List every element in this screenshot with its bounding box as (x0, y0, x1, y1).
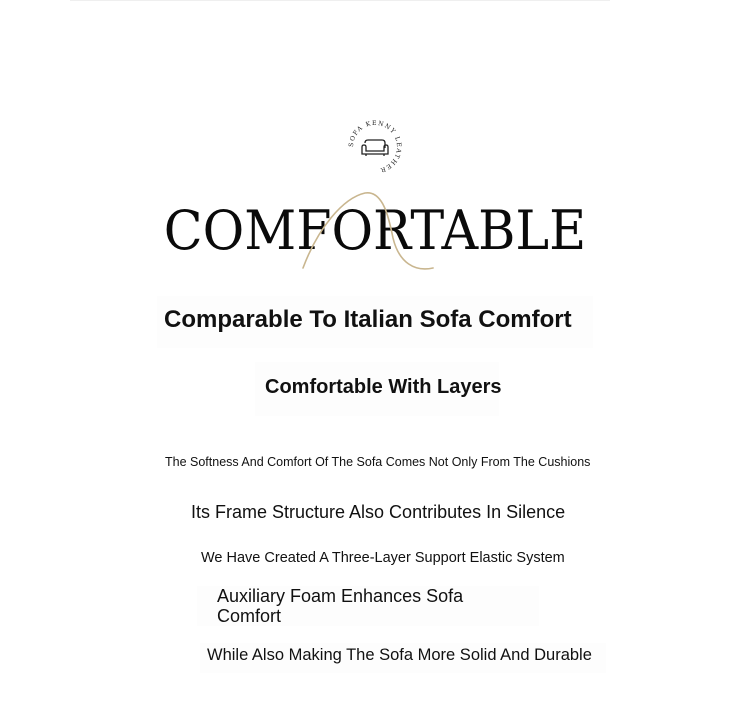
main-heading: Comparable To Italian Sofa Comfort (157, 296, 593, 348)
body-line-5: While Also Making The Sofa More Solid And Durable (200, 643, 606, 673)
hero-word: COMFORTABLE (163, 199, 587, 262)
sofa-kenny-logo (345, 117, 405, 177)
sub-heading: Comfortable With Layers (255, 362, 499, 416)
hero-title (143, 188, 607, 278)
body-line-4: Auxiliary Foam Enhances Sofa Comfort (217, 586, 464, 626)
body-line-4-box (197, 586, 539, 626)
body-line-2: Its Frame Structure Also Contributes In Silence (191, 502, 566, 522)
body-line-3: We Have Created A Three-Layer Support Elastic System (201, 550, 565, 566)
body-line-1: The Softness And Comfort Of The Sofa Comes Not Only From The Cushions (165, 455, 591, 469)
logo-ring-text: SOFA KENNY LEATHER (347, 119, 403, 174)
top-divider (70, 0, 610, 1)
sofa-icon (362, 140, 388, 156)
